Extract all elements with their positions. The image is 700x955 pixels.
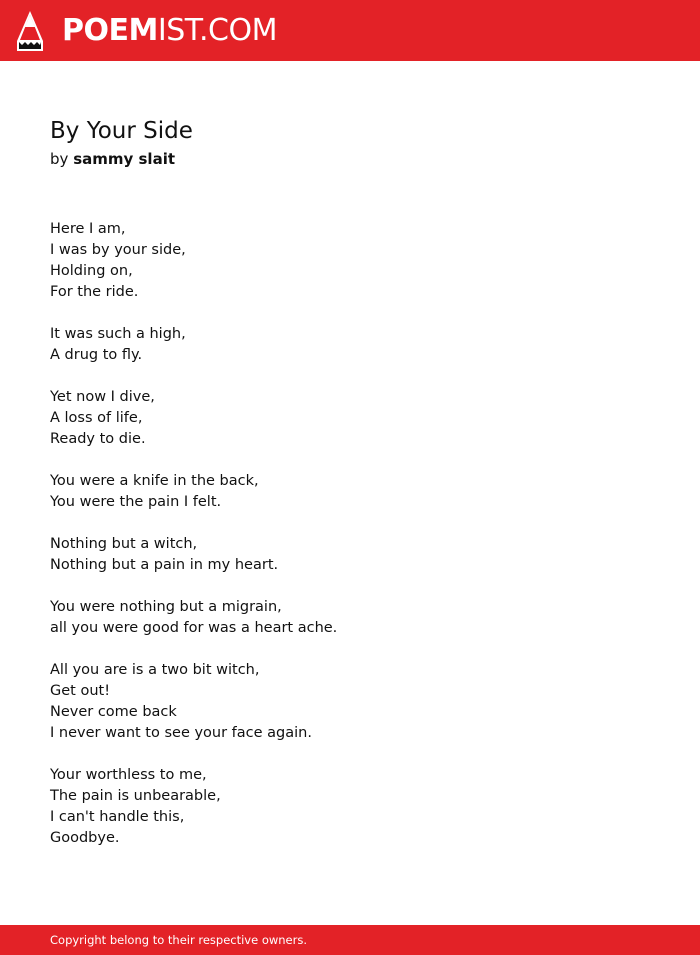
- poem-stanza: [50, 219, 650, 303]
- poem-line: all you were good for was a heart ache.: [50, 620, 338, 636]
- footer-copyright: Copyright belong to their respective owners.: [50, 933, 308, 947]
- poem-stanza: [50, 765, 650, 849]
- poem-stanza: [50, 471, 650, 513]
- poem-stanza: [50, 324, 650, 366]
- poem-author[interactable]: sammy slait: [73, 150, 176, 168]
- poem-line: A loss of life,: [50, 410, 143, 426]
- poem-line: I was by your side,: [50, 242, 186, 258]
- logo-text-light: IST.COM: [157, 13, 277, 48]
- poem-line: Nothing but a pain in my heart.: [50, 557, 279, 573]
- poem-line: Here I am,: [50, 221, 126, 237]
- poem-line: The pain is unbearable,: [50, 788, 221, 804]
- poem-line: You were the pain I felt.: [50, 494, 222, 510]
- poem-stanza: [50, 387, 650, 450]
- poem-line: Your worthless to me,: [50, 767, 207, 783]
- poem-line: I never want to see your face again.: [50, 725, 312, 741]
- poem-body: [50, 219, 650, 870]
- logo-text-bold: POEM: [62, 13, 158, 48]
- poem-stanza: [50, 597, 650, 639]
- poem-line: All you are is a two bit witch,: [50, 662, 260, 678]
- poem-line: I can't handle this,: [50, 809, 185, 825]
- poem-stanza: [50, 534, 650, 576]
- poem-line: A drug to fly.: [50, 347, 143, 363]
- poem-stanza: [50, 660, 650, 744]
- poem-line: Nothing but a witch,: [50, 536, 198, 552]
- site-logo[interactable]: [16, 9, 277, 53]
- poem-line: You were nothing but a migrain,: [50, 599, 282, 615]
- poem-line: You were a knife in the back,: [50, 473, 259, 489]
- poem-line: Goodbye.: [50, 830, 120, 846]
- poem-line: Holding on,: [50, 263, 133, 279]
- logo-text: [62, 9, 277, 53]
- footer-bar: [0, 925, 700, 955]
- poem-line: Yet now I dive,: [50, 389, 155, 405]
- poem-byline: [50, 149, 175, 169]
- pencil-tip-icon: [16, 10, 44, 52]
- poem-line: It was such a high,: [50, 326, 186, 342]
- poem-line: For the ride.: [50, 284, 139, 300]
- by-label: by: [50, 150, 69, 168]
- poem-line: Ready to die.: [50, 431, 146, 447]
- poem-line: Get out!: [50, 683, 111, 699]
- poem-line: Never come back: [50, 704, 177, 720]
- poem-title: By Your Side: [50, 118, 193, 144]
- header-bar: [0, 0, 700, 61]
